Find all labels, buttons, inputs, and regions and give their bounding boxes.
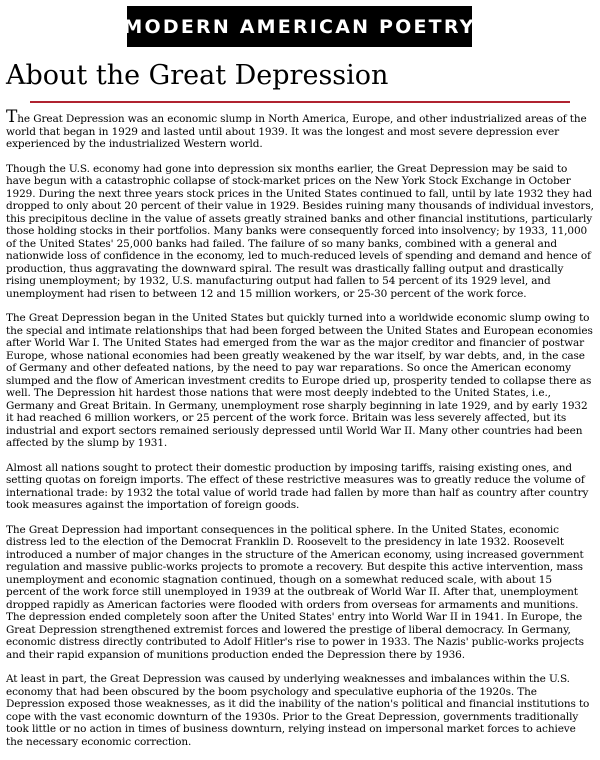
article-paragraph-politics: The Great Depression had important consequences in the political sphere. In the United States, economic distress led to the election of the Democrat Franklin D. Roosevelt to the presidency in late 1932. Roosevelt introduced a number of major changes in the structure of the American economy, using increased government regulation and massive public-works projects to promote a recovery. But despite this active intervention, mass unemployment and economic stagnation continued, though on a somewhat reduced scale, with about 15 percent of the work force still unemployed in 1939 at the outbreak of World War II. After that, unemployment dropped rapidly as American factories were flooded with orders from overseas for armaments and munitions. The depression ended completely soon after the United States' entry into World War II in 1941. In Europe, the Great Depression strengthened extremist forces and lowered the prestige of liberal democracy. In Germany, economic distress directly contributed to Adolf Hitler's rise to power in 1933. The Nazis' public-works projects and their rapid expansion of munitions production ended the Depression there by 1936. <box>6 523 584 661</box>
page-title: About the Great Depression <box>6 60 389 91</box>
article-paragraph-tariffs: Almost all nations sought to protect their domestic production by imposing tariffs, raising existing ones, and setting quotas on foreign imports. The effect of these restrictive measures was to greatly reduce the volume of international trade: by 1932 the total value of world trade had fallen by more than half as country after country took measures against the importation of foreign goods. <box>6 461 589 511</box>
title-divider <box>30 101 570 103</box>
article-paragraph-stock-crash: Though the U.S. economy had gone into depression six months earlier, the Great Depression may be said to have begun with a catastrophic collapse of stock-market prices on the New York Stock Exchange in October 1929. During the next three years stock prices in the United States continued to fall, until by late 1932 they had dropped to only about 20 percent of their value in 1929. Besides ruining many thousands of individual investors, this precipitous decline in the value of assets greatly strained banks and other financial institutions, particularly those holding stocks in their portfolios. Many banks were consequently forced into insolvency; by 1933, 11,000 of the United States' 25,000 banks had failed. The failure of so many banks, combined with a general and nationwide loss of confidence in the economy, led to much-reduced levels of spending and demand and hence of production, thus aggravating the downward spiral. The result was drastically falling output and drastically rising unemployment; by 1932, U.S. manufacturing output had fallen to 54 percent of its 1929 level, and unemployment had risen to between 12 and 15 million workers, or 25-30 percent of the work force. <box>6 162 594 300</box>
site-banner-text: MODERN AMERICAN POETRY <box>123 15 476 38</box>
article-body <box>6 107 594 760</box>
article-paragraph-worldwide: The Great Depression began in the United States but quickly turned into a worldwide economic slump owing to the special and intimate relationships that had been forged between the United States and European economies after World War I. The United States had emerged from the war as the major creditor and financier of postwar Europe, whose national economies had been greatly weakened by the war itself, by war debts, and, in the case of Germany and other defeated nations, by the need to pay war reparations. So once the American economy slumped and the flow of American investment credits to Europe dried up, prosperity tended to collapse there as well. The Depression hit hardest those nations that were most deeply indebted to the United States, i.e., Germany and Great Britain. In Germany, unemployment rose sharply beginning in late 1929, and by early 1932 it had reached 6 million workers, or 25 percent of the work force. Britain was less severely affected, but its industrial and export sectors remained seriously depressed until World War II. Many other countries had been affected by the slump by 1931. <box>6 312 593 449</box>
drop-cap: T <box>6 107 18 127</box>
intro-text: he Great Depression was an economic slump in North America, Europe, and other industrialized areas of the world that began in 1929 and lasted until about 1939. It was the longest and most severe depression ever experienced by the industrialized Western world. <box>6 113 587 150</box>
site-banner-logo[interactable] <box>123 6 476 47</box>
article-paragraph-causes: At least in part, the Great Depression was caused by underlying weaknesses and imbalances within the U.S. economy that had been obscured by the boom psychology and speculative euphoria of the 1920s. The Depression exposed those weaknesses, as it did the inability of the nation's political and financial institutions to cope with the vast economic downturn of the 1930s. Prior to the Great Depression, governments traditionally took little or no action in times of business downturn, relying instead on impersonal market forces to achieve the necessary economic correction. <box>6 673 590 748</box>
article-paragraph-intro <box>6 107 594 151</box>
